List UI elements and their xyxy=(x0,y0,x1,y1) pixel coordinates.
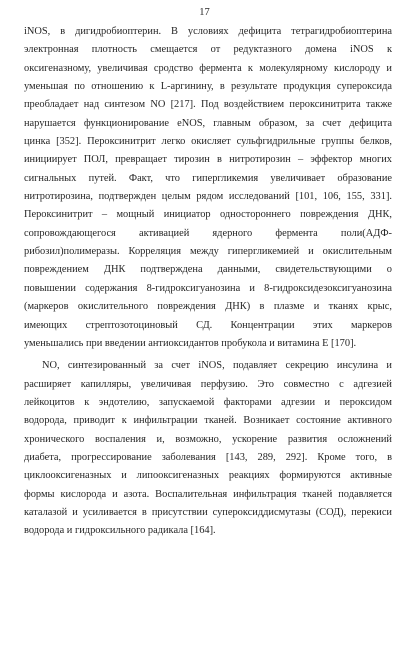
text-line-last: водорода и гидроксильного радикала [164]. xyxy=(24,525,216,537)
text-line: сопровождающегося активацией ядерного фермента поли(АДФ- xyxy=(24,227,392,239)
text-line: повышении содержания 8-гидроксигуанозина и 8-гидроксидезоксигуанозина xyxy=(24,282,392,294)
text-line: нитротирозина, подтвержден целым рядом исследований [101, 106, 155, 331]. xyxy=(24,191,392,203)
text-line: формы кислорода и азота. Воспалительная инфильтрация тканей подавляется xyxy=(24,488,392,500)
text-line: лейкоцитов к эндотелию, запускаемой факторами адгезии и пероксидом xyxy=(24,396,392,408)
text-line: электронная плотность смещается от редуктазного домена iNOS к xyxy=(24,44,392,56)
text-line: Пероксинитрит – мощный инициатор одностороннего повреждения ДНК, xyxy=(24,209,392,221)
text-line-last: уменьшались при введении антиоксидантов пробукола и витамина Е [170]. xyxy=(24,337,357,349)
paragraph-1 xyxy=(24,23,392,353)
body-text xyxy=(24,23,392,541)
text-line: оксигеназному, увеличивая сродство фермента к молекулярному кислороду и xyxy=(24,62,392,74)
text-line: iNOS, в дигидробиоптерин. В условиях дефицита тетрагидробиоптерина xyxy=(24,26,392,37)
text-line: сигнальных путей. Факт, что гипергликемия увеличивает образование xyxy=(24,172,392,184)
text-line: преобладает над синтезом NO [217]. Под воздействием пероксинитрита также xyxy=(24,99,392,111)
text-line: хронического воспаления и, возможно, ускорение развития осложнений xyxy=(24,433,392,445)
text-line: инициирует ПОЛ, превращает тирозин в нитротирозин – эффектор многих xyxy=(24,154,392,166)
text-line: уменьшая по отношению к L-аргинину, в результате продукция супероксида xyxy=(24,81,392,93)
text-line: (маркеров окислительного повреждения ДНК) в плазме и тканях крыс, xyxy=(24,301,392,313)
page-number: 17 xyxy=(199,7,210,18)
text-line: цинка [352]. Пероксинитрит легко окисляет сульфгидрильные группы белков, xyxy=(24,136,392,148)
text-line: имеющих стрептозотоциновый СД. Концентрации этих маркеров xyxy=(24,319,392,331)
text-line: циклооксигеназных и липооксигеназных реакциях формируются активные xyxy=(24,470,392,482)
paragraph-2 xyxy=(24,357,392,540)
text-line: расширяет капилляры, увеличивая перфузию. Это совместно с адгезией xyxy=(24,378,392,390)
text-line: повреждением ДНК подтверждена данными, свидетельствующими о xyxy=(24,264,392,276)
text-line: водорода, приводит к инфильтрации тканей. Возникает состояние активного xyxy=(24,415,392,427)
text-line: рибозил)полимеразы. Корреляция между гипергликемией и окислительным xyxy=(24,246,392,258)
text-line: нарушается функционирование eNOS, главным образом, за счет дефицита xyxy=(24,117,392,129)
text-line: каталазой и усиливается в присутствии супероксиддисмутазы (СОД), перекиси xyxy=(24,506,392,518)
text-line: диабета, прогрессирование заболевания [143, 289, 292]. Кроме того, в xyxy=(24,451,392,463)
text-line: NO, синтезированный за счет iNOS, подавляет секрецию инсулина и xyxy=(42,360,392,372)
